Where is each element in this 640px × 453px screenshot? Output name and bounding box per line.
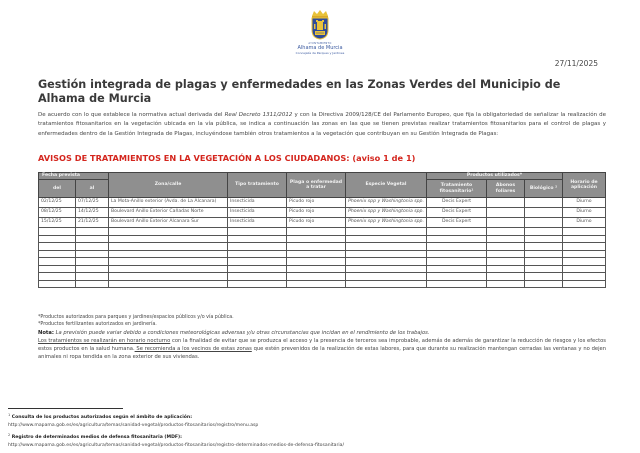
coat-of-arms-icon (309, 10, 331, 40)
cell-abonos (487, 208, 525, 218)
header-biologico: Biológico ² (525, 180, 563, 198)
empty-cell (109, 243, 228, 251)
empty-cell (427, 280, 487, 288)
empty-table-row (39, 258, 606, 266)
cell-del: 08/12/25 (39, 208, 76, 218)
empty-cell (39, 243, 76, 251)
empty-table-row (39, 250, 606, 258)
recommend-underlined: Se recomienda a los vecinos de estas zonas (134, 346, 252, 352)
table-row (39, 218, 606, 228)
empty-cell (487, 250, 525, 258)
schedule-underlined: Los tratamientos se realizarán en horario nocturno (38, 337, 171, 344)
header-plaga: Plaga o enfermedad a tratar (287, 173, 346, 198)
empty-cell (287, 258, 346, 266)
cell-abonos (487, 218, 525, 228)
intro-decree: Real Decreto 1311/2012 (224, 112, 293, 118)
empty-cell (39, 258, 76, 266)
org-department: Concejalía de Parques y Jardines (295, 51, 345, 55)
empty-cell (287, 280, 346, 288)
empty-cell (39, 250, 76, 258)
empty-table-row (39, 280, 606, 288)
cell-especie: Phoenix spp y Washingtonia spp. (346, 198, 427, 208)
empty-cell (76, 280, 109, 288)
empty-cell (39, 280, 76, 288)
cell-biologico (525, 208, 563, 218)
empty-cell (563, 243, 606, 251)
empty-cell (487, 258, 525, 266)
header-abonos: Abonos foliares (487, 180, 525, 198)
empty-cell (109, 228, 228, 236)
cell-plaga: Picudo rojo (287, 198, 346, 208)
empty-cell (346, 235, 427, 243)
header-especie: Especie Vegetal (346, 173, 427, 198)
empty-cell (76, 243, 109, 251)
municipal-logo (292, 10, 348, 62)
footnotes-section (8, 411, 628, 450)
cell-tratamiento-fito: Decis Expert (427, 218, 487, 228)
empty-cell (346, 258, 427, 266)
empty-cell (487, 235, 525, 243)
header-tratamiento-fito: Tratamiento fitosanitario¹ (427, 180, 487, 198)
note-products-authorized: *Productos autorizados para parques y jardines/espacios públicos y/o vía pública. (38, 315, 234, 320)
empty-cell (228, 265, 287, 273)
empty-cell (525, 228, 563, 236)
empty-cell (487, 273, 525, 281)
cell-especie: Phoenix spp y Washingtonia spp. (346, 208, 427, 218)
empty-cell (287, 250, 346, 258)
cell-al: 14/12/25 (76, 208, 109, 218)
footnote-1-number: 1 (8, 413, 11, 417)
empty-table-row (39, 265, 606, 273)
empty-cell (427, 228, 487, 236)
cell-del: 02/12/25 (39, 198, 76, 208)
cell-al: 07/12/25 (76, 198, 109, 208)
cell-abonos (487, 198, 525, 208)
cell-horario: Diurno (563, 208, 606, 218)
notes-section (38, 314, 606, 361)
empty-cell (427, 235, 487, 243)
empty-cell (563, 280, 606, 288)
empty-cell (346, 265, 427, 273)
empty-cell (563, 265, 606, 273)
empty-cell (76, 235, 109, 243)
org-name: Alhama de Murcia (297, 45, 343, 51)
note-fertilizers: *Productos fertilizantes autorizados en jardinería. (38, 322, 157, 328)
empty-cell (427, 273, 487, 281)
empty-cell (109, 250, 228, 258)
empty-cell (563, 273, 606, 281)
cell-zona: Boulevard Anillo Exterior Cañadas Norte (109, 208, 228, 218)
empty-cell (228, 250, 287, 258)
empty-rows (39, 228, 606, 288)
footnote-2-label: Registro de determinados medios de defensa fitosanitaria (MDF): (11, 434, 182, 440)
footnote-1-title (8, 411, 628, 422)
empty-cell (487, 243, 525, 251)
header-al: al (76, 180, 109, 198)
empty-cell (346, 250, 427, 258)
empty-cell (427, 243, 487, 251)
cell-al: 21/12/25 (76, 218, 109, 228)
empty-cell (287, 243, 346, 251)
empty-cell (525, 280, 563, 288)
empty-cell (76, 228, 109, 236)
section-heading: AVISOS DE TRATAMIENTOS EN LA VEGETACIÓN A LOS CIUDADANOS: (aviso 1 de 1) (38, 153, 416, 163)
cell-zona: Boulevard Anillo Exterior Alcanara Sur (109, 218, 228, 228)
cell-horario: Diurno (563, 198, 606, 208)
empty-cell (76, 258, 109, 266)
cell-biologico (525, 198, 563, 208)
empty-cell (228, 243, 287, 251)
intro-text-1: De acuerdo con lo que establece la normativa actual derivada del (38, 112, 225, 118)
empty-cell (563, 258, 606, 266)
table-row (39, 208, 606, 218)
empty-cell (109, 273, 228, 281)
empty-cell (487, 228, 525, 236)
empty-cell (525, 250, 563, 258)
cell-horario: Diurno (563, 218, 606, 228)
empty-cell (346, 280, 427, 288)
empty-cell (563, 250, 606, 258)
empty-table-row (39, 243, 606, 251)
empty-table-row (39, 228, 606, 236)
cell-plaga: Picudo rojo (287, 218, 346, 228)
empty-cell (287, 235, 346, 243)
footnote-2-title (8, 431, 628, 442)
org-label: AYUNTAMIENTO (308, 42, 332, 45)
schedule-text: con la finalidad de evitar que se produzca el acceso y la presencia de terceros sea improbable, además de además de garantizar la reducción de riesgos y los efectos estos productos en la salud humana. (38, 337, 606, 352)
header-del: del (39, 180, 76, 198)
footnote-1-link[interactable]: http://www.mapama.gob.es/es/agricultura/temas/sanidad-vegetal/productos-fitosanitarios/registro/menu.asp (8, 423, 259, 429)
empty-cell (287, 273, 346, 281)
empty-cell (39, 235, 76, 243)
empty-cell (76, 250, 109, 258)
cell-tipo: Insecticida (228, 208, 287, 218)
empty-cell (525, 273, 563, 281)
empty-cell (39, 273, 76, 281)
empty-cell (287, 265, 346, 273)
intro-text-2: y con la Directiva 2009/128/CE del Parlamento Europeo, que fija la obligatoriedad de señalizar la realización de tratamientos fitosanitarios en la vegetación ubicada en la vía pública, se indica a continuación las zonas en las que se tienen previstas realizar tratamientos fitosanitarios para el control de plagas y enfermedades dentro de la Gestión Integrada de Plagas, incluyéndose también otros tratamientos a la vegetación que contribuyan en su Gestión Integrada de Plagas: (38, 112, 606, 137)
table-row (39, 198, 606, 208)
nota-line (38, 329, 606, 337)
nota-text: La previsión puede variar debido a condiciones meteorológicas adversas y/u otras circunstancias que incidan en el rendimiento de los trabajos. (53, 329, 430, 336)
cell-del: 15/12/25 (39, 218, 76, 228)
empty-cell (525, 243, 563, 251)
recommend-text: que estén prevenidos de la realización de estas labores, para que durante su realización mantengan cerradas las ventanas y no dejen animales ni ropa tendida en la zona exterior de sus viviendas. (38, 346, 606, 361)
header-fecha-prevista: Fecha prevista (39, 173, 109, 180)
empty-cell (525, 258, 563, 266)
header-horario: Horario de aplicación (563, 173, 606, 198)
empty-cell (525, 235, 563, 243)
empty-cell (346, 243, 427, 251)
cell-tratamiento-fito: Decis Expert (427, 208, 487, 218)
cell-plaga: Picudo rojo (287, 208, 346, 218)
footnote-1-label: Consulta de los productos autorizados según el ámbito de aplicación: (11, 415, 193, 420)
empty-cell (109, 280, 228, 288)
nota-label: Nota: (38, 329, 54, 336)
cell-zona: La Mota-Anillo exterior (Avda. de La Alcanara) (109, 198, 228, 208)
empty-table-row (39, 235, 606, 243)
intro-paragraph (38, 111, 606, 139)
empty-cell (76, 273, 109, 281)
empty-cell (346, 228, 427, 236)
empty-cell (346, 273, 427, 281)
empty-cell (109, 265, 228, 273)
empty-cell (487, 280, 525, 288)
footnote-divider (8, 408, 123, 409)
empty-cell (228, 258, 287, 266)
empty-cell (228, 235, 287, 243)
schedule-paragraph (38, 337, 606, 362)
empty-cell (563, 235, 606, 243)
cell-biologico (525, 218, 563, 228)
empty-cell (39, 265, 76, 273)
empty-cell (427, 258, 487, 266)
empty-cell (563, 228, 606, 236)
empty-cell (427, 250, 487, 258)
header-zona: Zona/calle (109, 173, 228, 198)
empty-cell (228, 228, 287, 236)
empty-cell (109, 235, 228, 243)
header-productos: Productos utilizados* (427, 173, 563, 180)
treatments-table (38, 172, 606, 288)
empty-cell (487, 265, 525, 273)
empty-cell (228, 280, 287, 288)
footnote-2-number: 2 (8, 432, 11, 437)
header-tipo: Tipo tratamiento (228, 173, 287, 198)
footnote-2-link[interactable]: http://www.mapama.gob.es/es/agricultura/temas/sanidad-vegetal/productos-fitosanitarios/registro-determinados-medios-de-defensa-fitosanitaria/ (8, 442, 345, 448)
cell-tipo: Insecticida (228, 198, 287, 208)
empty-cell (76, 265, 109, 273)
empty-cell (228, 273, 287, 281)
empty-cell (287, 228, 346, 236)
empty-cell (525, 265, 563, 273)
empty-cell (109, 258, 228, 266)
document-date: 27/11/2025 (554, 59, 598, 68)
cell-tratamiento-fito: Decis Expert (427, 198, 487, 208)
empty-table-row (39, 273, 606, 281)
empty-cell (39, 228, 76, 236)
document-title: Gestión integrada de plagas y enfermedades en las Zonas Verdes del Municipio de Alhama de Murcia (38, 78, 561, 105)
cell-especie: Phoenix spp y Washingtonia spp. (346, 218, 427, 228)
cell-tipo: Insecticida (228, 218, 287, 228)
empty-cell (427, 265, 487, 273)
